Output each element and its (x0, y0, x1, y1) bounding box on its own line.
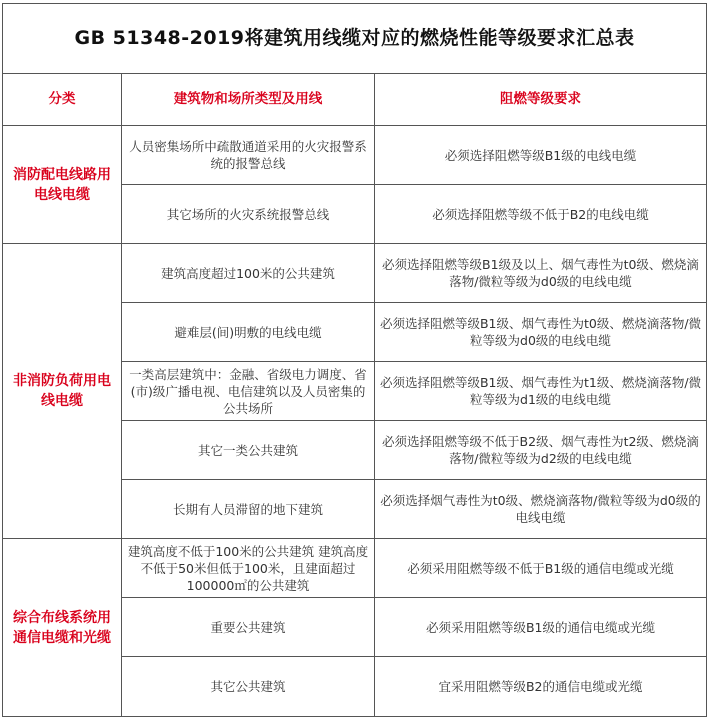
requirement-cell: 必须选择阻燃等级B1级及以上、烟气毒性为t0级、燃烧滴落物/微粒等级为d0级的电线电缆 (375, 244, 707, 303)
scope-cell: 一类高层建筑中：金融、省级电力调度、省(市)级广播电视、电信建筑以及人员密集的公共场所 (122, 362, 375, 421)
table-row (3, 539, 707, 598)
requirement-cell: 必须选择阻燃等级B1级、烟气毒性为t1级、燃烧滴落物/微粒等级为d1级的电线电缆 (375, 362, 707, 421)
scope-cell: 建筑高度不低于100米的公共建筑 建筑高度不低于50米但低于100米，且建面超过100000㎡的公共建筑 (122, 539, 375, 598)
title-row (3, 4, 707, 74)
scope-cell: 重要公共建筑 (122, 598, 375, 657)
header-requirement: 阻燃等级要求 (375, 74, 707, 126)
header-row (3, 74, 707, 126)
requirement-cell: 必须选择阻燃等级B1级、烟气毒性为t0级、燃烧滴落物/微粒等级为d0级的电线电缆 (375, 303, 707, 362)
scope-cell: 长期有人员滞留的地下建筑 (122, 480, 375, 539)
scope-cell: 其它场所的火灾系统报警总线 (122, 185, 375, 244)
requirement-cell: 宜采用阻燃等级B2的通信电缆或光缆 (375, 657, 707, 717)
requirement-cell: 必须选择阻燃等级不低于B2的电线电缆 (375, 185, 707, 244)
summary-table (2, 3, 707, 717)
header-scope: 建筑物和场所类型及用线 (122, 74, 375, 126)
requirement-cell: 必须采用阻燃等级不低于B1级的通信电缆或光缆 (375, 539, 707, 598)
scope-cell: 建筑高度超过100米的公共建筑 (122, 244, 375, 303)
category-cell: 消防配电线路用电线电缆 (3, 126, 122, 244)
category-cell: 综合布线系统用通信电缆和光缆 (3, 539, 122, 717)
requirement-cell: 必须选择烟气毒性为t0级、燃烧滴落物/微粒等级为d0级的电线电缆 (375, 480, 707, 539)
requirement-cell: 必须选择阻燃等级不低于B2级、烟气毒性为t2级、燃烧滴落物/微粒等级为d2级的电线电缆 (375, 421, 707, 480)
scope-cell: 人员密集场所中疏散通道采用的火灾报警系统的报警总线 (122, 126, 375, 185)
category-cell: 非消防负荷用电线电缆 (3, 244, 122, 539)
scope-cell: 避难层(间)明敷的电线电缆 (122, 303, 375, 362)
requirement-cell: 必须采用阻燃等级B1级的通信电缆或光缆 (375, 598, 707, 657)
table-row (3, 244, 707, 303)
table-title: GB 51348-2019将建筑用线缆对应的燃烧性能等级要求汇总表 (3, 4, 707, 74)
scope-cell: 其它一类公共建筑 (122, 421, 375, 480)
table-row (3, 126, 707, 185)
requirement-cell: 必须选择阻燃等级B1级的电线电缆 (375, 126, 707, 185)
scope-cell: 其它公共建筑 (122, 657, 375, 717)
header-category: 分类 (3, 74, 122, 126)
